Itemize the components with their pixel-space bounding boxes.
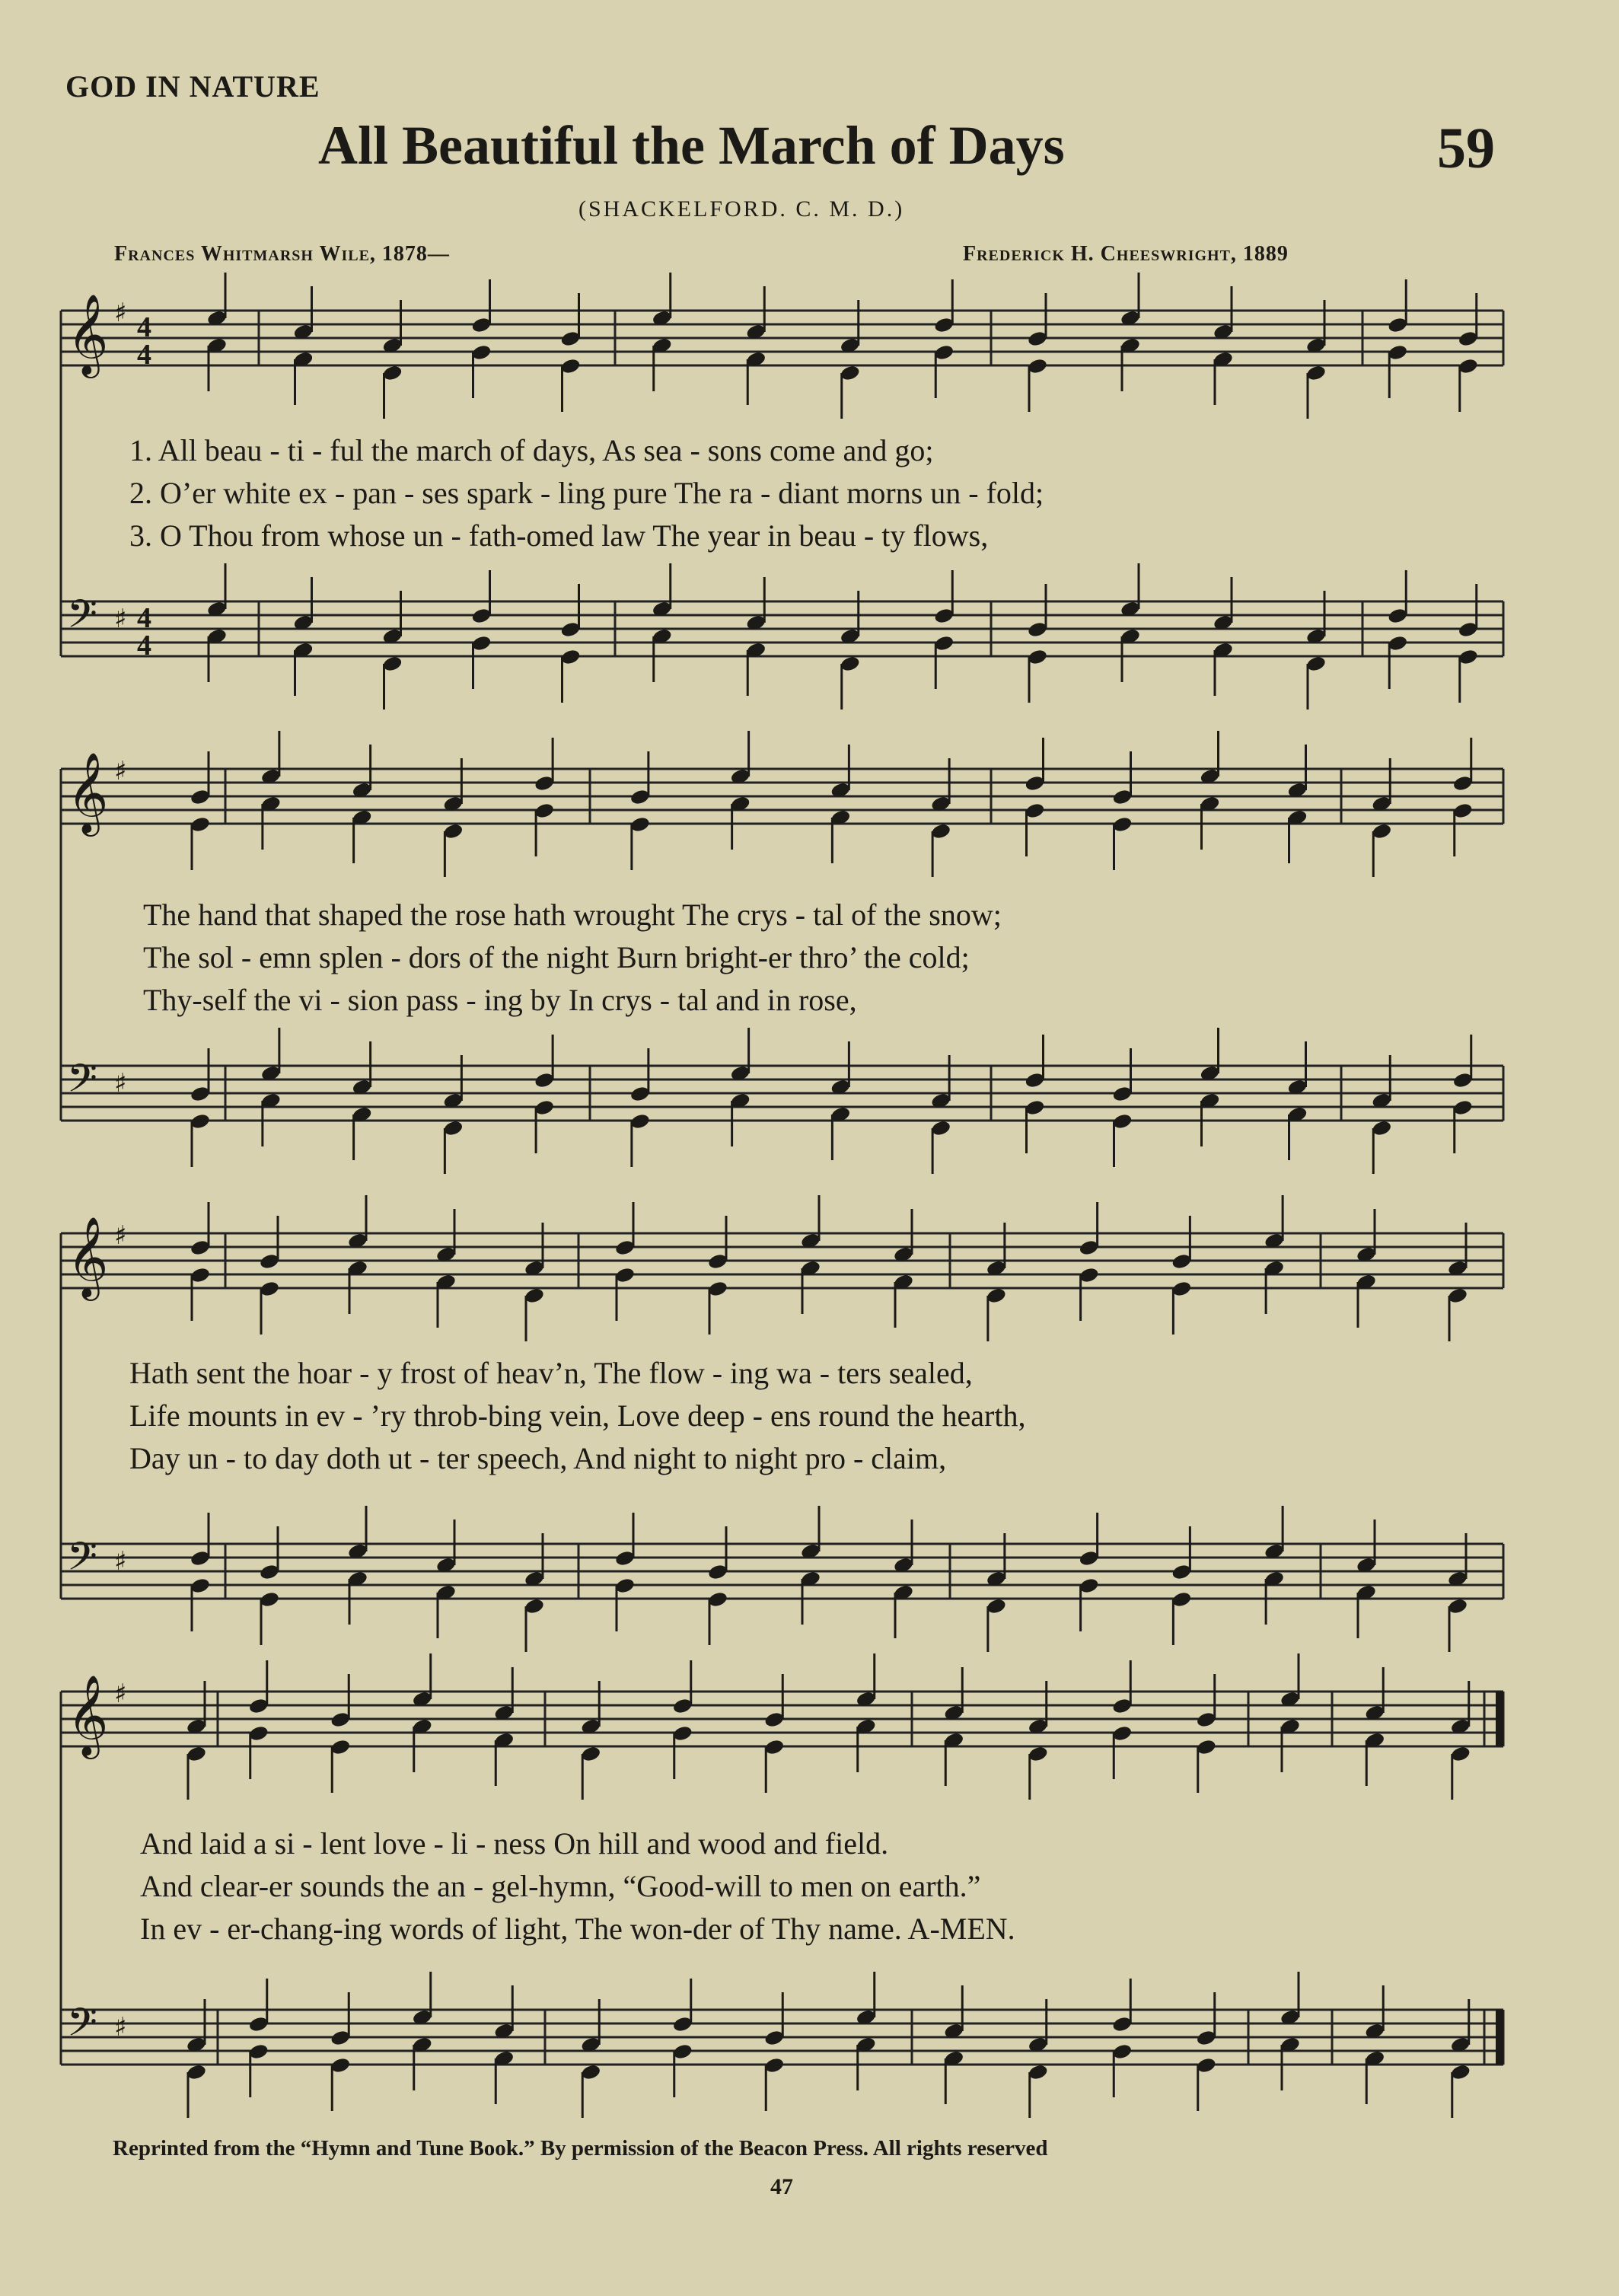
time-signature: 4 bbox=[137, 630, 151, 662]
bass-clef: 𝄢 bbox=[67, 591, 97, 646]
hymn-title: All Beautiful the March of Days bbox=[318, 115, 1065, 176]
key-signature-sharp: ♯ bbox=[114, 298, 127, 328]
lyric-line: Thy-self the vi - sion pass - ing by In crys - tal and in rose, bbox=[143, 983, 857, 1017]
lyric-line: The sol - emn splen - dors of the night Burn bright-er thro’ the cold; bbox=[143, 940, 970, 974]
author-credit: Frances Whitmarsh Wile, 1878— bbox=[114, 242, 450, 266]
page-number: 47 bbox=[770, 2174, 793, 2199]
lyric-line: And laid a si - lent love - li - ness On hill and wood and field. bbox=[140, 1826, 889, 1861]
composer-credit: Frederick H. Cheeswright, 1889 bbox=[963, 242, 1289, 266]
section-heading: GOD IN NATURE bbox=[65, 69, 320, 104]
lyric-line: 1. All beau - ti - ful the march of days, As sea - sons come and go; bbox=[129, 433, 934, 467]
key-signature-sharp: ♯ bbox=[114, 756, 127, 786]
bass-clef: 𝄢 bbox=[67, 1055, 97, 1111]
final-barline bbox=[1496, 2010, 1503, 2065]
key-signature-sharp: ♯ bbox=[114, 604, 127, 634]
lyric-line: 2. O’er white ex - pan - ses spark - ling pure The ra - diant morns un - fold; bbox=[129, 476, 1044, 510]
final-barline bbox=[1496, 1692, 1503, 1746]
lyric-line: And clear-er sounds the an - gel-hymn, “Good-will to men on earth.” bbox=[140, 1869, 981, 1903]
treble-clef: 𝄞 bbox=[67, 751, 109, 833]
key-signature-sharp: ♯ bbox=[114, 2012, 127, 2042]
footer-credit: Reprinted from the “Hymn and Tune Book.” By permission of the Beacon Press. All rights reserved bbox=[113, 2136, 1048, 2160]
bass-clef: 𝄢 bbox=[67, 1533, 97, 1589]
key-signature-sharp: ♯ bbox=[114, 1679, 127, 1709]
lyric-line: Life mounts in ev - ’ry throb-bing vein, Love deep - ens round the hearth, bbox=[129, 1398, 1026, 1433]
key-signature-sharp: ♯ bbox=[114, 1546, 127, 1577]
treble-clef: 𝄞 bbox=[67, 293, 109, 375]
time-signature: 4 bbox=[137, 339, 151, 371]
bass-clef: 𝄢 bbox=[67, 1999, 97, 2055]
lyric-line: The hand that shaped the rose hath wrought The crys - tal of the snow; bbox=[143, 898, 1002, 932]
lyric-line: 3. O Thou from whose un - fath-omed law The year in beau - ty flows, bbox=[129, 518, 989, 553]
lyric-line: Day un - to day doth ut - ter speech, And night to night pro - claim, bbox=[129, 1441, 947, 1475]
time-signature: 4 bbox=[137, 311, 151, 343]
treble-clef: 𝄞 bbox=[67, 1216, 109, 1297]
hymn-number: 59 bbox=[1437, 116, 1495, 180]
tune-name: (SHACKELFORD. C. M. D.) bbox=[578, 196, 905, 222]
treble-clef: 𝄞 bbox=[67, 1674, 109, 1755]
lyric-line: Hath sent the hoar - y frost of heav’n, The flow - ing wa - ters sealed, bbox=[129, 1356, 973, 1390]
key-signature-sharp: ♯ bbox=[114, 1068, 127, 1099]
time-signature: 4 bbox=[137, 602, 151, 634]
key-signature-sharp: ♯ bbox=[114, 1220, 127, 1251]
lyric-line: In ev - er-chang-ing words of light, The won-der of Thy name. A-MEN. bbox=[140, 1912, 1015, 1946]
